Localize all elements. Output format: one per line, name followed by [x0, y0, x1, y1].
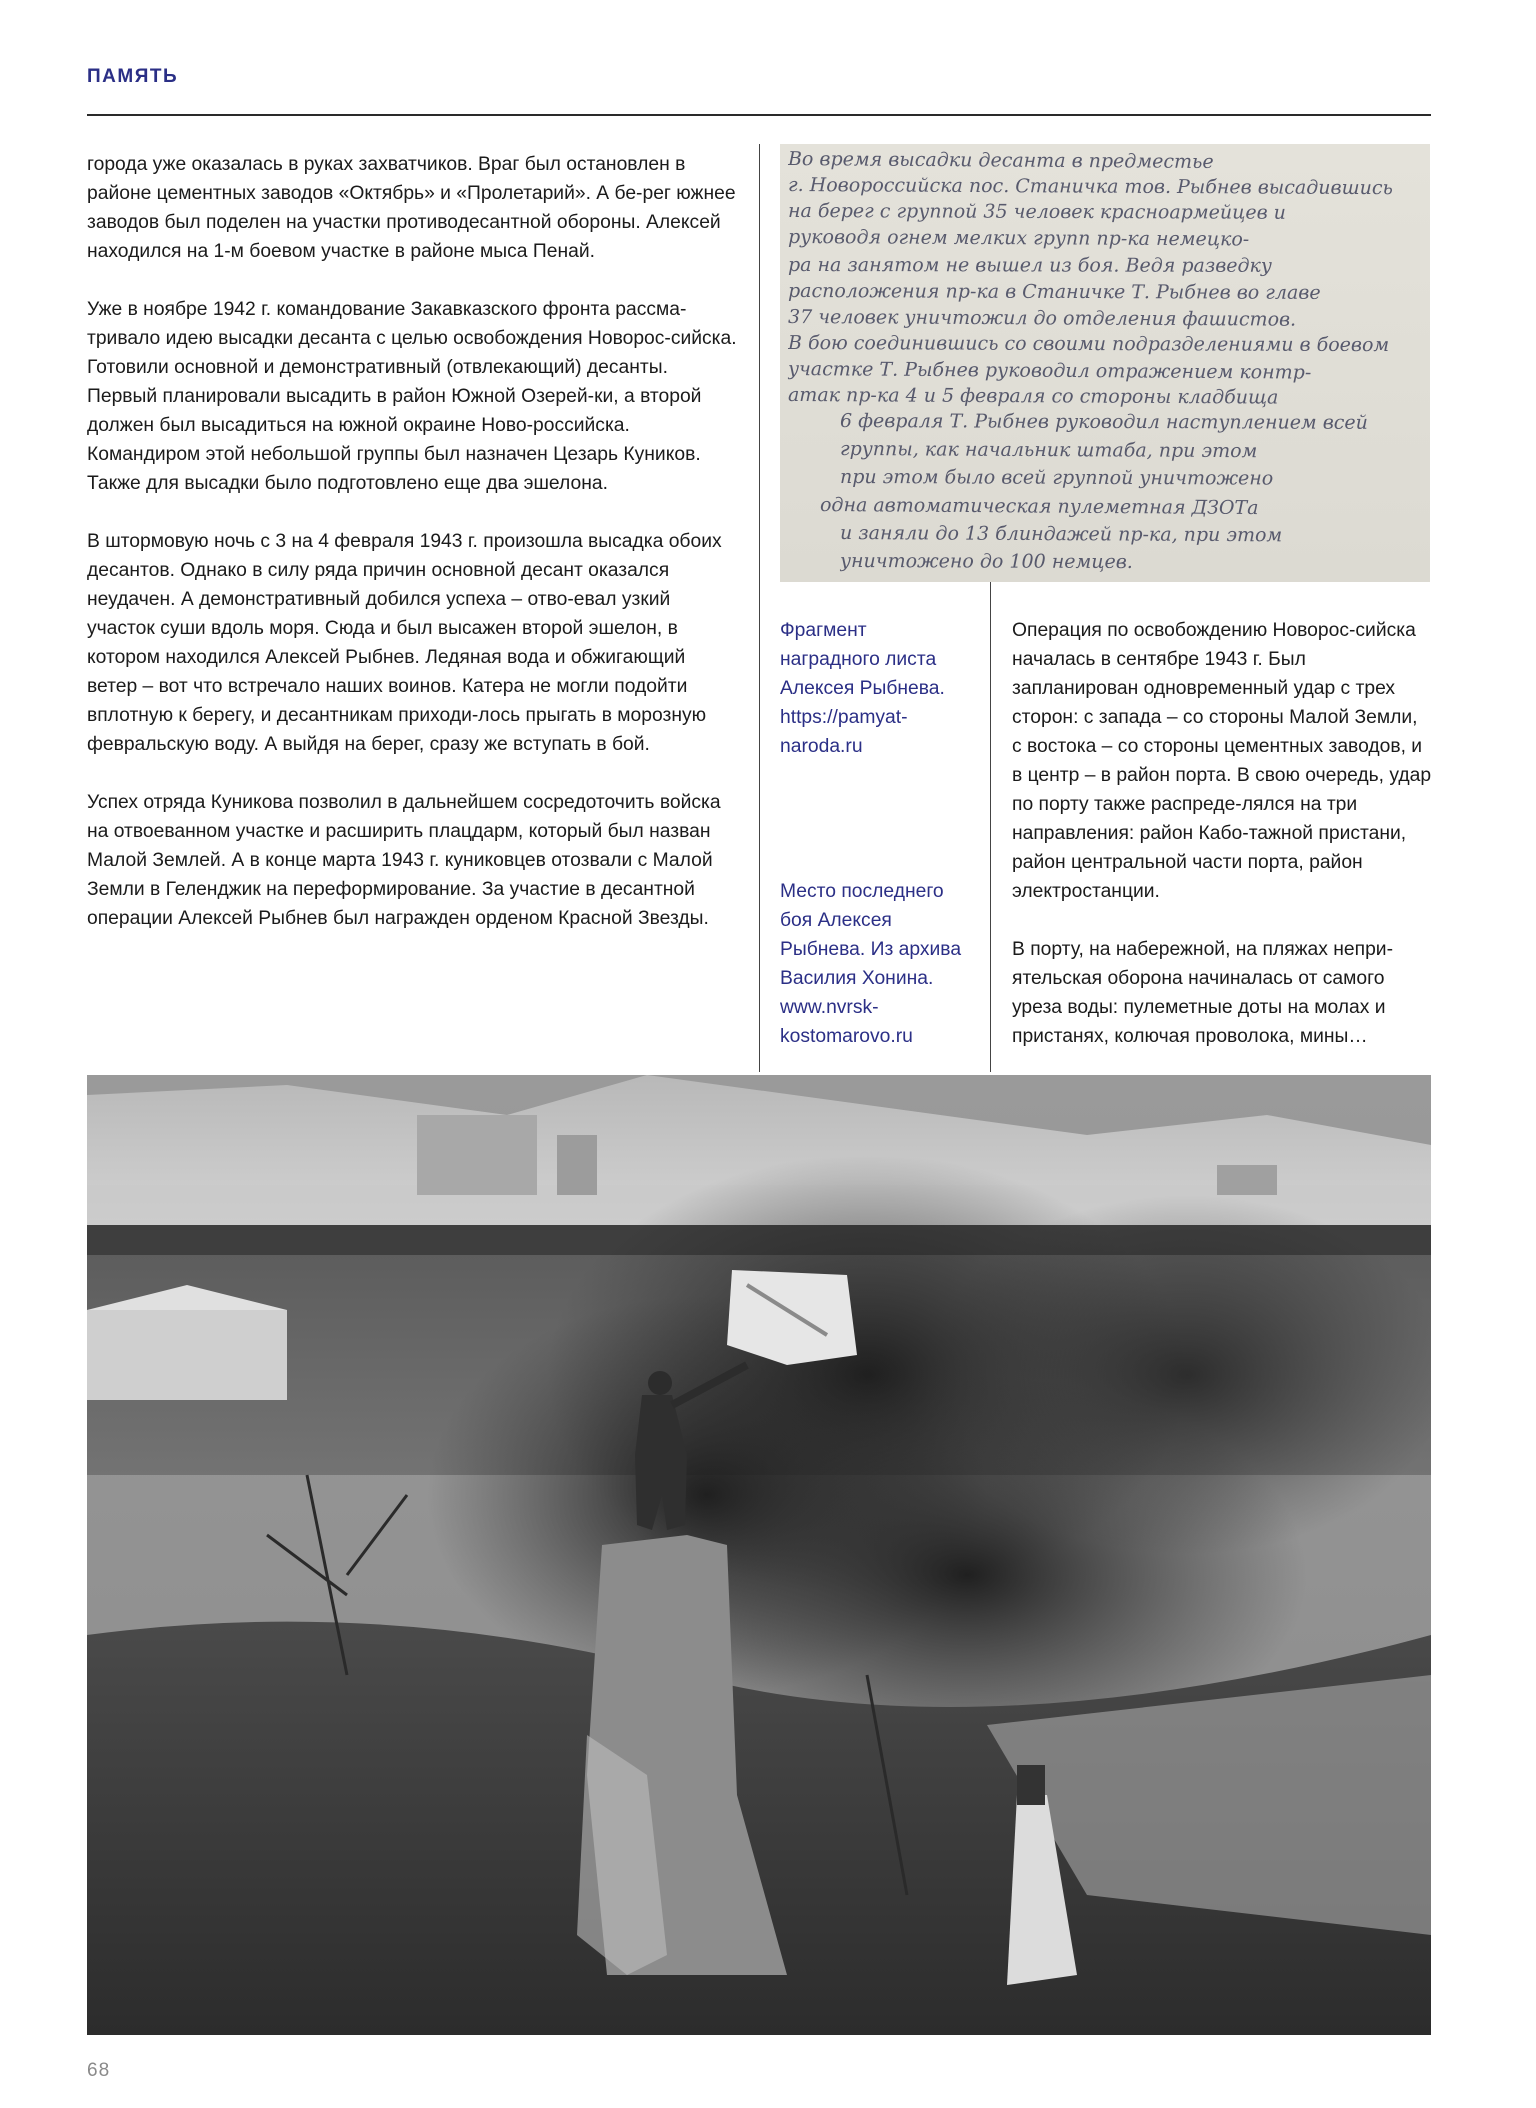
handwritten-line: и заняли до 13 блиндажей пр-ка, при этом	[839, 522, 1283, 547]
caption-line: Фрагмент	[780, 620, 867, 641]
handwritten-line: на берег с группой 35 человек красноармейцев и	[787, 200, 1286, 224]
caption-line: Место последнего	[780, 881, 944, 902]
handwritten-line: г. Новороссийска пос. Станичка тов. Рыбнев высадившись	[787, 174, 1393, 200]
handwritten-line: участке Т. Рыбнев руководил отражением контр-	[787, 358, 1312, 384]
caption-line: наградного листа	[780, 649, 937, 670]
award-document-scan	[780, 144, 1430, 582]
caption-line: Рыбнева. Из архива	[780, 939, 962, 960]
column-divider-left	[759, 144, 760, 1072]
caption-line: Василия Хонина.	[780, 968, 934, 989]
handwritten-line: 6 февраля Т. Рыбнев руководил наступлением всей	[839, 410, 1368, 434]
handwritten-line: атак пр-ка 4 и 5 февраля со стороны кладбища	[787, 384, 1279, 409]
section-label: ПАМЯТЬ	[87, 66, 179, 87]
header-rule	[87, 114, 1431, 116]
paragraph: В порту, на набережной, на пляжах непри-ятельская оборона начиналась от самого уреза воды: пулеметные доты на молах и пристанях, колючая проволока, мины…	[1012, 939, 1393, 1047]
handwritten-line: руководя огнем мелких групп пр-ка немецко-	[787, 226, 1250, 251]
caption-link[interactable]: www.nvrsk-	[780, 997, 879, 1018]
handwritten-line: ра на занятом не вышел из боя. Ведя разведку	[787, 254, 1272, 277]
caption-spacer	[780, 761, 980, 877]
caption-link[interactable]: naroda.ru	[780, 736, 863, 757]
caption-link[interactable]: https://pamyat-	[780, 707, 908, 728]
caption-link[interactable]: kostomarovo.ru	[780, 1026, 913, 1047]
handwritten-line: группы, как начальник штаба, при этом	[839, 438, 1258, 463]
handwritten-line: при этом было всей группой уничтожено	[839, 466, 1274, 490]
page-number: 68	[87, 2060, 111, 2081]
handwritten-line: уничтожено до 100 немцев.	[839, 550, 1133, 574]
paragraph: Успех отряда Куникова позволил в дальнейшем сосредоточить войска на отвоеванном участке и расширить плацдарм, который был назван Малой Землей. А в конце марта 1943 г. куниковцев отозвали с Малой Земли в Геленджик на переформирование. За участие в десантной операции Алексей Рыбнев был награжден орденом Красной Звезды.	[87, 792, 721, 929]
handwritten-line: Во время высадки десанта в предместье	[787, 148, 1214, 173]
battle-photo	[87, 1075, 1431, 2035]
caption-line: боя Алексея	[780, 910, 892, 931]
right-text-column	[1012, 616, 1432, 1080]
paragraph: Уже в ноябре 1942 г. командование Закавказского фронта рассма-тривало идею высадки десанта с целью освобождения Новорос-сийска. Готовили основной и демонстративный (отвлекающий) десанты. Первый планировали высадить в район Южной Озерей-ки, а второй должен был высадиться на южной окраине Ново-российска. Командиром этой небольшой группы был назначен Цезарь Куников. Также для высадки было подготовлено еще два эшелона.	[87, 299, 737, 494]
handwritten-line: расположения пр-ка в Станичке Т. Рыбнев во главе	[787, 280, 1321, 304]
handwritten-line: 37 человек уничтожил до отделения фашистов.	[787, 306, 1297, 331]
handwritten-line: одна автоматическая пулеметная ДЗОТа	[819, 494, 1259, 520]
paragraph: Операция по освобождению Новорос-сийска началась в сентябре 1943 г. Был запланирован одновременный удар с трех сторон: с запада – со стороны Малой Земли, с востока – со стороны цементных заводов, и в центр – в район порта. В свою очередь, удар по порту также распреде-лялся на три направления: район Кабо-тажной пристани, район центральной части порта, район электростанции.	[1012, 620, 1432, 902]
caption-line: Алексея Рыбнева.	[780, 678, 945, 699]
column-divider-right	[990, 582, 991, 1072]
main-text-column	[87, 150, 737, 962]
handwritten-line: В бою соединившись со своими подразделениями в боевом	[787, 332, 1390, 357]
caption-column	[780, 616, 980, 1051]
paragraph: города уже оказалась в руках захватчиков. Враг был остановлен в районе цементных заводов «Октябрь» и «Пролетарий». А бе-рег южнее заводов был поделен на участки противодесантной обороны. Алексей находился на 1-м боевом участке в районе мыса Пенай.	[87, 154, 736, 262]
paragraph: В штормовую ночь с 3 на 4 февраля 1943 г. произошла высадка обоих десантов. Однако в силу ряда причин основной десант оказался неудачен. А демонстративный добился успеха – отво-евал узкий участок суши вдоль моря. Сюда и был высажен второй эшелон, в котором находился Алексей Рыбнев. Ледяная вода и обжигающий ветер – вот что встречало наших воинов. Катера не могли подойти вплотную к берегу, и десантникам приходи-лось прыгать в морозную февральскую воду. А выйдя на берег, сразу же вступать в бой.	[87, 531, 722, 755]
